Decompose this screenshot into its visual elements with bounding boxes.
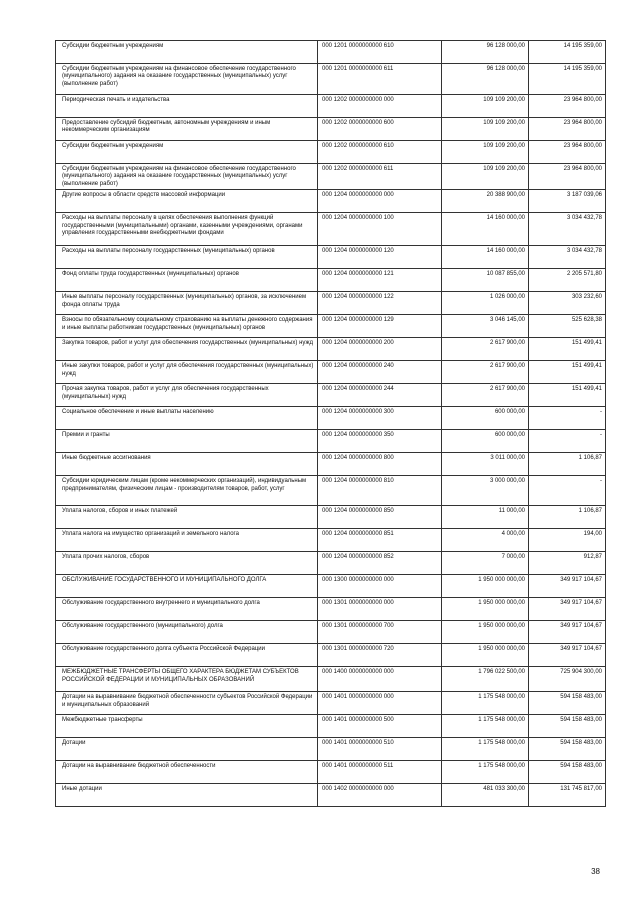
row-code-cell: 000 1204 0000000000 300 — [318, 407, 442, 430]
row-plan-cell: 1 950 000 000,00 — [442, 575, 529, 598]
row-code-cell: 000 1202 0000000000 610 — [318, 141, 442, 164]
row-code-cell: 000 1204 0000000000 120 — [318, 246, 442, 269]
row-plan-cell: 600 000,00 — [442, 407, 529, 430]
table-row — [56, 453, 606, 476]
row-fact-cell: 594 158 483,00 — [529, 715, 606, 738]
row-name-cell: Иные дотации — [56, 784, 318, 807]
row-name-cell: Другие вопросы в области средств массовой информации — [56, 190, 318, 213]
row-plan-cell: 109 109 200,00 — [442, 141, 529, 164]
row-code-cell: 000 1301 0000000000 000 — [318, 598, 442, 621]
row-name-cell: Дотации — [56, 738, 318, 761]
row-code-cell: 000 1204 0000000000 810 — [318, 476, 442, 506]
row-plan-cell: 1 950 000 000,00 — [442, 621, 529, 644]
row-plan-cell: 7 000,00 — [442, 552, 529, 575]
row-code-cell: 000 1204 0000000000 122 — [318, 292, 442, 315]
row-name-cell: Расходы на выплаты персоналу государственных (муниципальных) органов — [56, 246, 318, 269]
table-row — [56, 269, 606, 292]
row-plan-cell: 1 175 548 000,00 — [442, 738, 529, 761]
row-name-cell: Субсидии бюджетным учреждениям на финансовое обеспечение государственного (муниципального) задания на оказание государственных (муниципальных) услуг (выполнение работ) — [56, 164, 318, 190]
row-fact-cell: 594 158 483,00 — [529, 738, 606, 761]
row-fact-cell: 725 904 300,00 — [529, 667, 606, 692]
row-fact-cell: 349 917 104,67 — [529, 575, 606, 598]
row-plan-cell: 1 950 000 000,00 — [442, 644, 529, 667]
row-code-cell: 000 1401 0000000000 510 — [318, 738, 442, 761]
row-fact-cell: 23 964 800,00 — [529, 118, 606, 141]
table-row — [56, 41, 606, 64]
row-plan-cell: 4 000,00 — [442, 529, 529, 552]
table-row — [56, 529, 606, 552]
table-row — [56, 761, 606, 784]
row-plan-cell: 600 000,00 — [442, 430, 529, 453]
row-name-cell: Обслуживание государственного долга субъекта Российской Федерации — [56, 644, 318, 667]
row-fact-cell: 912,87 — [529, 552, 606, 575]
row-name-cell: Иные бюджетные ассигнования — [56, 453, 318, 476]
row-fact-cell: 23 964 800,00 — [529, 95, 606, 118]
expenditure-table — [55, 40, 606, 807]
row-code-cell: 000 1202 0000000000 600 — [318, 118, 442, 141]
row-name-cell: Субсидии юридическим лицам (кроме некоммерческих организаций), индивидуальным предпринимателям, физическим лицам - производителям товаров, работ, услуг — [56, 476, 318, 506]
row-code-cell: 000 1204 0000000000 350 — [318, 430, 442, 453]
row-fact-cell: - — [529, 430, 606, 453]
row-name-cell: Субсидии бюджетным учреждениям — [56, 141, 318, 164]
table-row — [56, 118, 606, 141]
row-plan-cell: 1 175 548 000,00 — [442, 761, 529, 784]
row-plan-cell: 2 617 900,00 — [442, 361, 529, 384]
row-plan-cell: 481 033 300,00 — [442, 784, 529, 807]
table-row — [56, 141, 606, 164]
row-code-cell: 000 1201 0000000000 611 — [318, 64, 442, 95]
row-name-cell: Фонд оплаты труда государственных (муниципальных) органов — [56, 269, 318, 292]
row-name-cell: Дотации на выравнивание бюджетной обеспеченности субъектов Российской Федерации и муниципальных образований — [56, 692, 318, 715]
row-plan-cell: 1 175 548 000,00 — [442, 692, 529, 715]
row-code-cell: 000 1201 0000000000 610 — [318, 41, 442, 64]
table-row — [56, 315, 606, 338]
row-plan-cell: 14 160 000,00 — [442, 246, 529, 269]
row-plan-cell: 1 950 000 000,00 — [442, 598, 529, 621]
row-code-cell: 000 1204 0000000000 100 — [318, 213, 442, 246]
row-plan-cell: 109 109 200,00 — [442, 118, 529, 141]
row-fact-cell: 594 158 483,00 — [529, 692, 606, 715]
row-code-cell: 000 1301 0000000000 720 — [318, 644, 442, 667]
row-name-cell: МЕЖБЮДЖЕТНЫЕ ТРАНСФЕРТЫ ОБЩЕГО ХАРАКТЕРА БЮДЖЕТАМ СУБЪЕКТОВ РОССИЙСКОЙ ФЕДЕРАЦИИ И МУНИЦИПАЛЬНЫХ ОБРАЗОВАНИЙ — [56, 667, 318, 692]
table-row — [56, 361, 606, 384]
row-name-cell: Премии и гранты — [56, 430, 318, 453]
row-name-cell: ОБСЛУЖИВАНИЕ ГОСУДАРСТВЕННОГО И МУНИЦИПАЛЬНОГО ДОЛГА — [56, 575, 318, 598]
table-row — [56, 598, 606, 621]
row-fact-cell: 349 917 104,67 — [529, 621, 606, 644]
row-name-cell: Уплата прочих налогов, сборов — [56, 552, 318, 575]
table-row — [56, 621, 606, 644]
table-row — [56, 715, 606, 738]
row-fact-cell: 594 158 483,00 — [529, 761, 606, 784]
row-name-cell: Дотации на выравнивание бюджетной обеспеченности — [56, 761, 318, 784]
row-name-cell: Обслуживание государственного внутреннего и муниципального долга — [56, 598, 318, 621]
row-plan-cell: 3 046 145,00 — [442, 315, 529, 338]
row-plan-cell: 3 011 000,00 — [442, 453, 529, 476]
row-fact-cell: 14 195 359,00 — [529, 41, 606, 64]
table-row — [56, 384, 606, 407]
table-row — [56, 476, 606, 506]
row-code-cell: 000 1202 0000000000 611 — [318, 164, 442, 190]
row-fact-cell: 131 745 817,00 — [529, 784, 606, 807]
row-code-cell: 000 1202 0000000000 000 — [318, 95, 442, 118]
row-code-cell: 000 1204 0000000000 850 — [318, 506, 442, 529]
row-name-cell: Взносы по обязательному социальному страхованию на выплаты денежного содержания и иные выплаты работникам государственных (муниципальных) органов — [56, 315, 318, 338]
row-name-cell: Социальное обеспечение и иные выплаты населению — [56, 407, 318, 430]
row-code-cell: 000 1204 0000000000 000 — [318, 190, 442, 213]
page-number: 38 — [591, 867, 600, 876]
row-plan-cell: 14 160 000,00 — [442, 213, 529, 246]
row-name-cell: Обслуживание государственного (муниципального) долга — [56, 621, 318, 644]
row-name-cell: Предоставление субсидий бюджетным, автономным учреждениям и иным некоммерческим организациям — [56, 118, 318, 141]
table-row — [56, 64, 606, 95]
row-fact-cell: 151 499,41 — [529, 361, 606, 384]
row-fact-cell: 525 628,38 — [529, 315, 606, 338]
row-code-cell: 000 1204 0000000000 244 — [318, 384, 442, 407]
row-name-cell: Субсидии бюджетным учреждениям — [56, 41, 318, 64]
row-fact-cell: 3 034 432,78 — [529, 213, 606, 246]
row-code-cell: 000 1204 0000000000 852 — [318, 552, 442, 575]
row-fact-cell: - — [529, 476, 606, 506]
row-plan-cell: 96 128 000,00 — [442, 41, 529, 64]
row-name-cell: Прочая закупка товаров, работ и услуг для обеспечения государственных (муниципальных) нужд — [56, 384, 318, 407]
row-plan-cell: 2 617 900,00 — [442, 338, 529, 361]
row-name-cell: Иные выплаты персоналу государственных (муниципальных) органов, за исключением фонда оплаты труда — [56, 292, 318, 315]
row-fact-cell: 151 499,41 — [529, 338, 606, 361]
row-name-cell: Иные закупки товаров, работ и услуг для обеспечения государственных (муниципальных) нужд — [56, 361, 318, 384]
table-row — [56, 506, 606, 529]
row-name-cell: Расходы на выплаты персоналу в целях обеспечения выполнения функций государственными (муниципальными) органами, казенными учреждениями, органами управления государственными внебюджетными фондами — [56, 213, 318, 246]
row-name-cell: Уплата налога на имущество организаций и земельного налога — [56, 529, 318, 552]
table-row — [56, 95, 606, 118]
table-row — [56, 430, 606, 453]
row-fact-cell: 3 187 039,06 — [529, 190, 606, 213]
row-code-cell: 000 1301 0000000000 700 — [318, 621, 442, 644]
row-name-cell: Уплата налогов, сборов и иных платежей — [56, 506, 318, 529]
row-fact-cell: 303 232,60 — [529, 292, 606, 315]
table-row — [56, 575, 606, 598]
row-plan-cell: 10 087 855,00 — [442, 269, 529, 292]
row-code-cell: 000 1204 0000000000 121 — [318, 269, 442, 292]
table-row — [56, 190, 606, 213]
row-code-cell: 000 1401 0000000000 511 — [318, 761, 442, 784]
row-plan-cell: 1 026 000,00 — [442, 292, 529, 315]
row-fact-cell: 151 499,41 — [529, 384, 606, 407]
row-plan-cell: 109 109 200,00 — [442, 164, 529, 190]
row-plan-cell: 1 796 022 500,00 — [442, 667, 529, 692]
table-row — [56, 292, 606, 315]
table-row — [56, 407, 606, 430]
row-plan-cell: 11 000,00 — [442, 506, 529, 529]
table-row — [56, 784, 606, 807]
row-name-cell: Межбюджетные трансферты — [56, 715, 318, 738]
row-code-cell: 000 1204 0000000000 851 — [318, 529, 442, 552]
row-fact-cell: 23 964 800,00 — [529, 141, 606, 164]
row-code-cell: 000 1401 0000000000 500 — [318, 715, 442, 738]
row-fact-cell: 1 106,87 — [529, 453, 606, 476]
table-row — [56, 644, 606, 667]
table-row — [56, 246, 606, 269]
row-code-cell: 000 1402 0000000000 000 — [318, 784, 442, 807]
row-fact-cell: 14 195 359,00 — [529, 64, 606, 95]
row-name-cell: Закупка товаров, работ и услуг для обеспечения государственных (муниципальных) нужд — [56, 338, 318, 361]
row-code-cell: 000 1204 0000000000 129 — [318, 315, 442, 338]
table-row — [56, 338, 606, 361]
row-fact-cell: 349 917 104,67 — [529, 598, 606, 621]
row-code-cell: 000 1204 0000000000 240 — [318, 361, 442, 384]
table-row — [56, 692, 606, 715]
row-name-cell: Периодическая печать и издательства — [56, 95, 318, 118]
table-row — [56, 164, 606, 190]
table-row — [56, 552, 606, 575]
row-code-cell: 000 1401 0000000000 000 — [318, 692, 442, 715]
row-fact-cell: 23 964 800,00 — [529, 164, 606, 190]
row-code-cell: 000 1204 0000000000 200 — [318, 338, 442, 361]
row-plan-cell: 3 000 000,00 — [442, 476, 529, 506]
row-plan-cell: 96 128 000,00 — [442, 64, 529, 95]
table-body — [56, 41, 606, 807]
row-plan-cell: 1 175 548 000,00 — [442, 715, 529, 738]
budget-table-page — [55, 40, 602, 807]
table-row — [56, 213, 606, 246]
row-fact-cell: 194,00 — [529, 529, 606, 552]
row-fact-cell: 2 205 571,80 — [529, 269, 606, 292]
row-fact-cell: 3 034 432,78 — [529, 246, 606, 269]
row-fact-cell: 349 917 104,67 — [529, 644, 606, 667]
table-row — [56, 738, 606, 761]
row-code-cell: 000 1300 0000000000 000 — [318, 575, 442, 598]
row-plan-cell: 20 388 900,00 — [442, 190, 529, 213]
row-plan-cell: 109 109 200,00 — [442, 95, 529, 118]
row-code-cell: 000 1400 0000000000 000 — [318, 667, 442, 692]
row-name-cell: Субсидии бюджетным учреждениям на финансовое обеспечение государственного (муниципального) задания на оказание государственных (муниципальных) услуг (выполнение работ) — [56, 64, 318, 95]
row-fact-cell: 1 106,87 — [529, 506, 606, 529]
table-row — [56, 667, 606, 692]
row-plan-cell: 2 617 900,00 — [442, 384, 529, 407]
row-code-cell: 000 1204 0000000000 800 — [318, 453, 442, 476]
row-fact-cell: - — [529, 407, 606, 430]
